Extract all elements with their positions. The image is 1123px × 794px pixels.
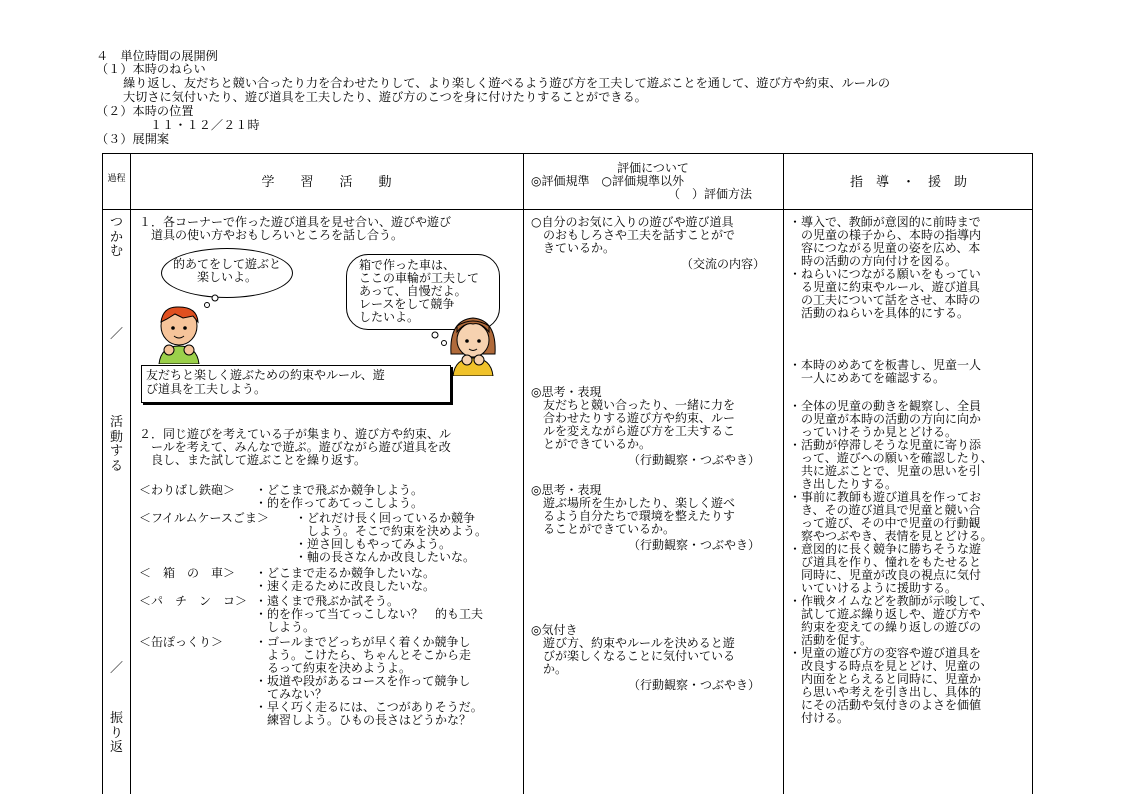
- evaluation-4-method: （行動観察・つぶやき）: [628, 678, 761, 692]
- item-lines-film-case: ・どれだけ長く回っているか競争 しよう。そこで約束を決めよう。 ・逆さ回しもやってみよう。 ・軸の長さなんか改良したいな。: [295, 511, 488, 564]
- evaluation-header-3: （ ）評価方法: [668, 187, 753, 201]
- aim-text-line1: 繰り返し、友だちと競い合ったり力を合わせたりして、より楽しく遊べるよう遊び方を工夫して遊ぶことを通して、遊び方や約束、ルールの: [123, 76, 891, 90]
- evaluation-3-method: （行動観察・つぶやき）: [628, 538, 761, 552]
- col-divider-1: [130, 154, 131, 794]
- process-header: 過程: [107, 174, 126, 184]
- phase-grasp: つ か む: [109, 215, 123, 259]
- boy-illustration: [153, 302, 205, 364]
- lesson-plan-table: [102, 153, 1033, 794]
- item-label-waribashi: ＜わりばし鉄砲＞: [139, 483, 236, 497]
- activity-2: ２．同じ遊びを考えている子が集まり、遊び方や約束、ル ールを考えて、みんなで遊ぶ。遊びながら遊び道具を改 良し、また試して遊ぶことを繰り返す。: [139, 427, 452, 467]
- aim-title: （１）本時のねらい: [96, 62, 206, 76]
- evaluation-3: ◎思考・表現 遊ぶ場所を生かしたり、楽しく遊べ るよう自分たちで環境を整えたりす ることができているか。: [531, 483, 736, 536]
- support-2: ・本時のめあてを板書し、児童一人 一人にめあてを確認する。: [789, 358, 982, 385]
- item-lines-waribashi: ・どこまで飛ぶか競争しよう。 ・的を作ってあてっこしよう。: [255, 483, 424, 510]
- aim-text-line2: 大切さに気付いたり、遊び道具を工夫したり、遊び方のこつを身に付けたりすることができる。: [123, 90, 647, 104]
- position-value: １１・１２／２１時: [150, 118, 260, 132]
- support-1: ・導入で、教師が意図的に前時まで の児童の様子から、本時の指導内 容につながる児童の姿を広め、本 時の活動の方向付けを図る。 ・ねらいにつながる願いをもってい る児童に約束やルール、遊び道具 の工夫について話をさせ、本時の 活動のねらいを具体的にする。: [789, 215, 982, 320]
- item-label-pachinko: ＜パ チ ン コ＞: [139, 594, 248, 608]
- activity-header: 学 習 活 動: [261, 175, 392, 190]
- item-lines-box-car: ・どこまで走るか競争したいな。 ・速く走るために改良したいな。: [255, 566, 436, 593]
- girl-illustration: [445, 314, 501, 376]
- evaluation-1-method: （交流の内容）: [681, 257, 766, 271]
- plan-title: （３）展開案: [96, 132, 170, 146]
- support-header: 指 導 ・ 援 助: [849, 175, 967, 190]
- item-lines-pachinko: ・遠くまで飛ぶか試そう。 ・的を作って当てっこしない？ 的も工夫 しよう。: [255, 594, 484, 634]
- evaluation-2-method: （行動観察・つぶやき）: [628, 453, 761, 467]
- support-3: ・全体の児童の動きを観察し、全員 の児童が本時の活動の方向に向か っていけそうか見とどける。 ・活動が停滞しそうな児童に寄り添 って、遊びへの願いを確認したり、 共に遊ぶことで、児童の思いを引 き出したりする。 ・事前に教師も遊び道具を作ってお き、その遊び道具で児童と競い合 って遊び、その中で児童の行動観 察やつぶやき、表情を見とどける。 ・意図的に長く競争に勝ちそうな遊 び道具を作り、憧れをもたせると 同時に、児童が改良の視点に気付 いていけるように援助する。 ・作戦タイムなどを教師が示唆して、 試して遊ぶ繰り返しや、遊び方や 約束を変えての繰り返しの遊びの 活動を促す。 ・児童の遊び方の変容や遊び道具を 改良する時点を見とどけ、児童の 内面をとらえると同時に、児童か ら思いや考えを引き出し、具体的 にその活動や気付きのよさを価値 付ける。: [789, 399, 993, 725]
- evaluation-4: ◎気付き 遊び方、約束やルールを決めると遊 びが楽しくなることに気付いている か。: [531, 623, 736, 676]
- phase-slash-2: ／: [109, 661, 123, 676]
- header-row-divider: [103, 209, 1032, 210]
- phase-reflect: 振 り 返: [109, 711, 123, 755]
- item-lines-can-stilts: ・ゴールまでどっちが早く着くか競争し よう。こけたら、ちゃんとそこから走 るって約束を決めようよ。 ・坂道や段があるコースを作って競争し てみない？ ・早く巧く走るには、こつがありそうだ。 練習しよう。ひもの長さはどうかな？: [255, 635, 483, 727]
- item-label-can-stilts: ＜缶ぽっくり＞: [139, 635, 224, 649]
- evaluation-header-2: ◎評価規準 ○評価規準以外: [531, 174, 684, 188]
- evaluation-2: ◎思考・表現 友だちと競い合ったり、一緒に力を 合わせたりする遊び方や約束、ルー ルを変えながら遊び方を工夫するこ とができているか。: [531, 385, 736, 451]
- evaluation-header-1: 評価について: [617, 161, 689, 175]
- section-heading: ４ 単位時間の展開例: [96, 49, 218, 63]
- lesson-goal-box: 友だちと楽しく遊ぶための約束やルール、遊 び道具を工夫しよう。: [141, 365, 451, 403]
- evaluation-1: ○自分のお気に入りの遊びや遊び道具 のおもしろさや工夫を話すことがで きているか。: [531, 215, 736, 255]
- col-divider-3: [783, 154, 784, 794]
- phase-activity: 活 動 す る: [109, 415, 123, 474]
- speech-bubble-left: 的あてをして遊ぶと 楽しいよ。: [161, 248, 293, 298]
- phase-slash-1: ／: [109, 327, 123, 342]
- item-label-box-car: ＜ 箱 の 車＞: [139, 566, 236, 580]
- activity-1: １．各コーナーで作った遊び道具を見せ合い、遊びや遊び 道具の使い方やおもしろいところを話し合う。: [139, 215, 452, 242]
- speech-bubble-right: 箱で作った車は、 ここの車輪が工夫して あって、自慢だよ。 レースをして競争 したいよ。: [346, 254, 500, 330]
- item-label-film-case: ＜フイルムケースごま＞: [139, 511, 269, 525]
- col-divider-2: [523, 154, 524, 794]
- position-title: （２）本時の位置: [96, 104, 194, 118]
